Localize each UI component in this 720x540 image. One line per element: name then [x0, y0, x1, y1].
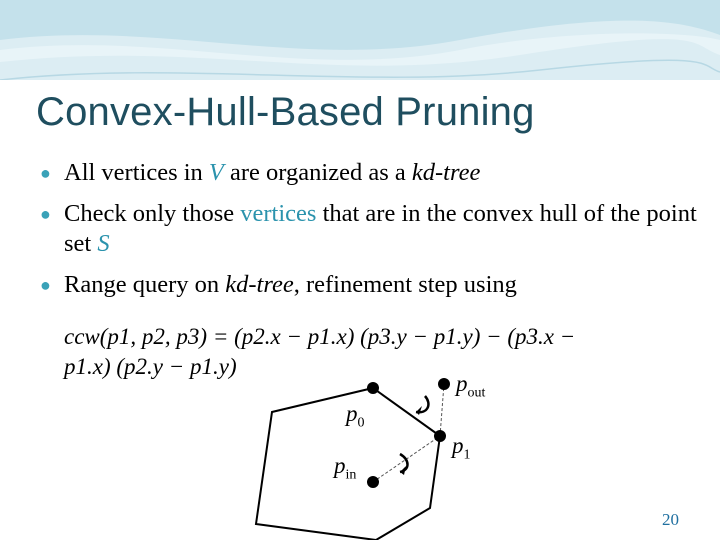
dashed-edge-out — [440, 384, 444, 436]
bullet-variable: V — [208, 159, 224, 186]
formula-line-1: ccw(p1, p2, p3) = (p2.x − p1.x) (p3.y − p1.y) − (p3.x − — [64, 324, 576, 349]
bullet-emphasis: kd-tree — [225, 271, 294, 298]
label-pout: $p_{out}$ — [456, 371, 486, 401]
bullet-icon: ● — [40, 204, 51, 224]
bullet-icon: ● — [40, 163, 51, 183]
bullet-icon: ● — [40, 275, 51, 295]
label-p0: $p_0$ — [346, 401, 365, 431]
point-p0 — [367, 382, 379, 394]
bullet-text: Check only those — [64, 200, 241, 227]
bullet-text: are organized as a — [223, 159, 412, 186]
label-pin: $p_{in}$ — [334, 453, 357, 483]
slide-title: Convex-Hull-Based Pruning — [36, 90, 535, 134]
bullet-variable: S — [97, 230, 110, 257]
bullet-text: All vertices in — [64, 159, 209, 186]
label-p1: $p_1$ — [452, 433, 471, 463]
page-number: 20 — [662, 510, 679, 529]
point-p1 — [434, 430, 446, 442]
formula-line-2: p1.x) (p2.y − p1.y) — [64, 354, 237, 379]
point-pin — [367, 476, 379, 488]
turn-arrow-ccw-icon — [416, 396, 428, 412]
bullet-text: Range query on — [64, 271, 226, 298]
point-pout — [438, 378, 450, 390]
bullet-highlight: vertices — [240, 200, 317, 227]
bullet-text: , refinement step using — [293, 271, 517, 298]
bullet-emphasis: kd-tree — [411, 159, 481, 186]
bullet-text: that are in the convex hull of the point set — [64, 200, 697, 257]
